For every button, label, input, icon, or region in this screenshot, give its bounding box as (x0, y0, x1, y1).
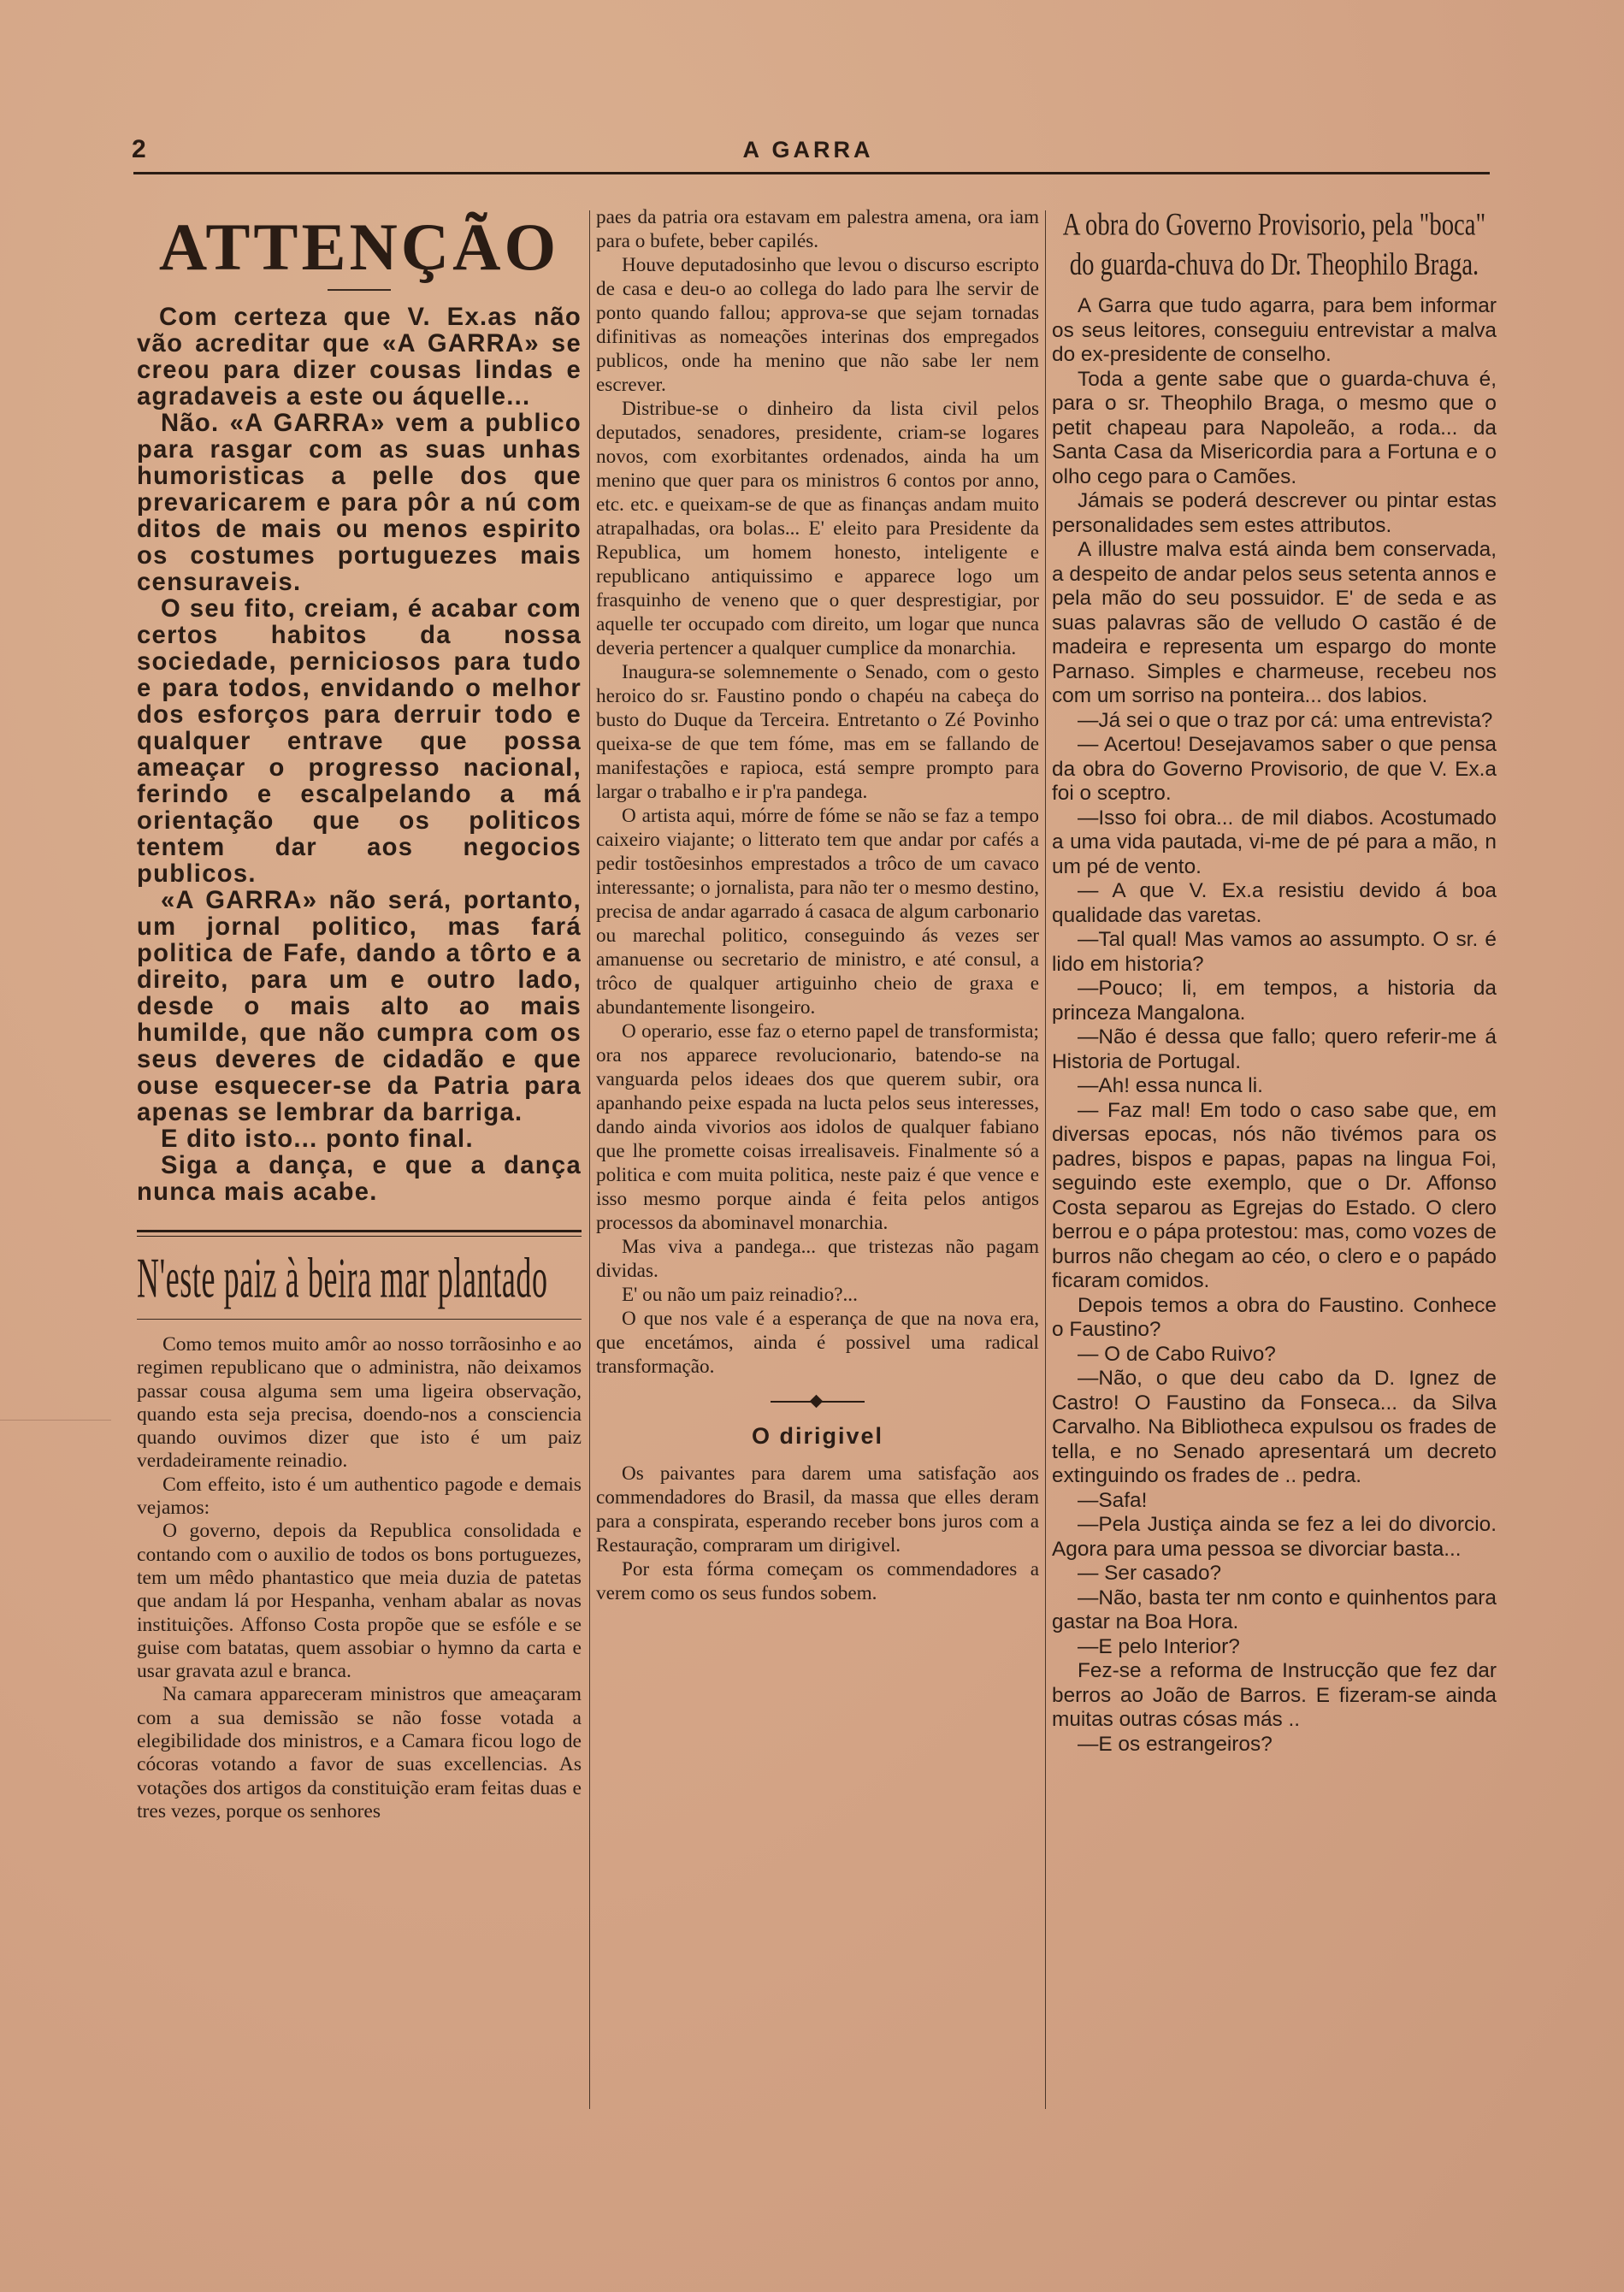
interview-paragraph: —Pela Justiça ainda se fez a lei do divorcio. Agora para uma pessoa se divorciar basta... (1052, 1513, 1497, 1561)
interview-paragraph: — Ser casado? (1078, 1562, 1222, 1585)
article-paragraph: O que nos vale é a esperança de que na nova era, que encetámos, ainda é possivel uma radical transformação. (596, 1308, 1039, 1378)
newspaper-name: A GARRA (742, 137, 874, 162)
ornament-separator (771, 1401, 865, 1403)
article-paragraph: Na camara appareceram ministros que ameaçaram com a sua demissão se não fosse votada a elegibilidade dos ministros, e a Camara ficou logo de cócoras votando a favor de suas excellencias. As votações dos artigos da constituição eram feitas duas e tres vezes, porque os senhores (137, 1683, 582, 1822)
title-rule (328, 289, 391, 291)
interview-paragraph: Toda a gente sabe que o guarda-chuva é, para o sr. Theophilo Braga, o mesmo que o petit chapeau para Napoleão, a roda... da Santa Casa da Misericordia para a Fortuna e o olho cego para o Camões. (1052, 367, 1497, 488)
notice-paragraph: Siga a dança, e que a dança nunca mais acabe. (137, 1152, 582, 1206)
interview-paragraph: — O de Cabo Ruivo? (1078, 1342, 1276, 1366)
article-paragraph: Mas viva a pandega... que tristezas não pagam dividas. (596, 1236, 1039, 1282)
interview-paragraph: A Garra que tudo agarra, para bem informar os seus leitores, conseguiu entrevistar a malva do ex-presidente de conselho. (1052, 294, 1497, 366)
masthead (128, 135, 1488, 171)
interview-paragraph: — A que V. Ex.a resistiu devido á boa qualidade das varetas. (1052, 879, 1497, 927)
article-paragraph: O governo, depois da Republica consolidada e contando com o auxilio de todos os bons portuguezes, tem um mêdo phantastico que meia duzia de patetas que andam lá por Hespanha, venham abalar as novas instituições. Affonso Costa propõe que se esfóle e se guise com batatas, quem assobiar o hymno da carta e usar gravata azul e branca. (137, 1520, 582, 1683)
header-rule (133, 172, 1490, 174)
article-paragraph: O operario, esse faz o eterno papel de transformista; ora nos apparece revolucionario, batendo-se na vanguarda pelos ideaes dos que querem subir, ora apanhando peixe espada na lucta pelos seus interesses, dando ainda vivorios aos idolos de qualquer fabiano que lhe promette coisas irrealisaveis. Finalmente só a politica e com muita politica, neste paiz é que vence e isso mesmo porque ainda é feita pelos antigos processos da abominavel monarchia. (596, 1020, 1039, 1234)
interview-paragraph: Jámais se poderá descrever ou pintar estas personalidades sem estes attributos. (1052, 489, 1497, 537)
interview-paragraph: — Faz mal! Em todo o caso sabe que, em diversas epocas, nós não tivémos para os padres, bispos e papas, papas na lingua Foi, seguindo este exemplo, que o Dr. Affonso Costa separou as Egrejas do Estado. O clero berrou e o pápa protestou: mas, como vozes de burros não chegam ao céo, o clero e o papádo ficaram comidos. (1052, 1098, 1497, 1292)
interview-paragraph: —Isso foi obra... de mil diabos. Acostumado a uma vida pautada, vi-me de pé para a mão, n um pé de vento. (1052, 806, 1497, 878)
interview-paragraph: —Tal qual! Mas vamos ao assumpto. O sr. é lido em historia? (1052, 928, 1497, 976)
page-number: 2 (132, 135, 146, 163)
interview-paragraph: —Safa! (1078, 1488, 1148, 1512)
article-paragraph: Como temos muito amôr ao nosso torrãosinho e ao regimen republicano que o administra, não deixamos passar cousa alguma sem uma ligeira observação, quando esta seja precisa, doendo-nos a consciencia quando ouvimos dizer que isto é um paiz verdadeiramente reinadio. (137, 1333, 582, 1473)
article-paragraph: paes da patria ora estavam em palestra amena, ora iam para o bufete, beber capilés. (596, 206, 1039, 252)
notice-paragraph: Com certeza que V. Ex.as não vão acreditar que «A GARRA» se creou para dizer cousas lindas e agradaveis a este ou áquelle... (137, 304, 582, 411)
article-title-line: A obra do Governo Provisorio, pela "boca" (1062, 207, 1486, 243)
column-2 (596, 205, 1039, 1605)
interview-paragraph: A illustre malva está ainda bem conservada, a despeito de andar pelos seus setenta annos e pela mão do seu possuidor. E' de seda e as suas palavras são de velludo O castão é de madeira e representa um espargo do monte Parnaso. Simples e charmeuse, recebeu nos com um sorriso na ponteira... dos labios. (1052, 538, 1497, 707)
column-divider-2 (1045, 210, 1046, 2109)
column-1 (137, 205, 582, 1823)
column-3 (1052, 205, 1497, 1757)
interview-paragraph: —Pouco; li, em tempos, a historia da princeza Mangalona. (1052, 977, 1497, 1025)
interview-paragraph: —E pelo Interior? (1078, 1634, 1240, 1658)
notice-paragraph: E dito isto... ponto final. (161, 1125, 474, 1153)
interview-paragraph: Fez-se a reforma de Instrucção que fez dar berros ao João de Barros. E fizeram-se ainda muitas outras cósas más .. (1052, 1659, 1497, 1731)
interview-paragraph: — Acertou! Desejavamos saber o que pensa da obra do Governo Provisorio, de que V. Ex.a foi o sceptro. (1052, 733, 1497, 805)
article-paragraph: Inaugura-se solemnemente o Senado, com o gesto heroico do sr. Faustino pondo o chapéu na cabeça do busto do Duque da Terceira. Entretanto o Zé Povinho queixa-se de que tem fóme, mas em se fallando de manifestações e rapioca, está sempre prompto para largar o trabalho e ir p'ra pandega. (596, 661, 1039, 803)
article-paragraph: O artista aqui, mórre de fóme se não se faz a tempo caixeiro viajante; o litterato tem que andar por cafés a pedir tostõesinhos emprestados a trôco de um cavaco interessante; o jornalista, para não ter o mesmo destino, precisa de andar agarrado á casaca de algum carbonario ou marechal politico, conseguindo ás vezes ser amanuense ou secretario de ministro, e até consul, a trôco de qualquer artiguinho cheio de graxa e abundantemente lisongeiro. (596, 805, 1039, 1019)
interview-paragraph: —Não é dessa que fallo; quero referir-me á Historia de Portugal. (1052, 1025, 1497, 1073)
notice-paragraph: «A GARRA» não será, portanto, um jornal politico, mas fará politica de Fafe, dando a tôrto e a direito, para um e outro lado, desde o mais alto ao mais humilde, que não cumpra com os seus deveres de cidadão e que ouse esquecer-se da Patria para apenas se lembrar da barriga. (137, 887, 582, 1126)
interview-paragraph: —Já sei o que o traz por cá: uma entrevista? (1078, 708, 1493, 732)
notice-paragraph: Não. «A GARRA» vem a publico para rasgar com as suas unhas humoristicas a pelle dos que prevaricarem e para pôr a nú com ditos de mais ou menos espirito os costumes portuguezes mais censuraveis. (137, 410, 582, 596)
title-underline (137, 1319, 582, 1320)
article-paragraph: E' ou não um paiz reinadio?... (622, 1284, 858, 1306)
article-paragraph: Por esta fórma começam os commendadores a verem como os seus fundos sobem. (596, 1558, 1039, 1604)
article-paragraph: Distribue-se o dinheiro da lista civil pelos deputados, senadores, presidente, criam-se logares novos, com exorbitantes ordenados, ainda ha um menino que quer para os ministros 6 contos por anno, etc. etc. e queixam-se de que as finanças andam muito atrapalhadas, ora bolas... E' eleito para Presidente da Republica, um homem honesto, inteligente e republicano antiquissimo e apparece logo um frasquinho de veneno que o quer desprestigiar, por aquelle ter occupado com direito, um logar que nunca deveria pertencer a qualquer cumplice da monarchia. (596, 398, 1039, 659)
interview-paragraph: —Não, basta ter nm conto e quinhentos para gastar na Boa Hora. (1052, 1586, 1497, 1633)
interview-paragraph: Depois temos a obra do Faustino. Conhece o Faustino? (1052, 1293, 1497, 1341)
article-title-dirigivel: O dirigivel (751, 1423, 884, 1449)
interview-paragraph: —E os estrangeiros? (1078, 1732, 1273, 1756)
article-paragraph: Com effeito, isto é um authentico pagode e demais vejamos: (137, 1473, 582, 1520)
interview-paragraph: —Ah! essa nunca li. (1078, 1074, 1263, 1097)
paper-fold (0, 1420, 111, 1421)
interview-body (1052, 294, 1497, 1757)
article-title-line: do guarda-chuva do Dr. Theophilo Braga. (1069, 246, 1479, 282)
section-rule (137, 1230, 582, 1237)
article-title-governo (1057, 205, 1491, 284)
article-paragraph: Houve deputadosinho que levou o discurso escripto de casa e deu-o ao collega do lado para lhe servir de ponto quando fallou; approva-se que sejam tornadas difinitivas as nomeações interinas dos empregados publicos, onde ha menino que não sabe ler nem escrever. (596, 254, 1039, 396)
notice-paragraph: O seu fito, creiam, é acabar com certos habitos da nossa sociedade, perniciosos para tudo e para todos, envidando o melhor dos esforços para derruir todo e qualquer entrave que possa ameaçar o progresso nacional, ferindo e escalpelando a má orientação que os politicos tentem dar aos negocios publicos. (137, 595, 582, 888)
article-paragraph: Os paivantes para darem uma satisfação aos commendadores do Brasil, da massa que elles deram para a conspirata, esperando receber bons juros com a Restauração, compraram um dirigivel. (596, 1462, 1039, 1557)
interview-paragraph: —Não, o que deu cabo da D. Ignez de Castro! O Faustino da Fonseca... da Silva Carvalho. Na Bibliotheca expulsou os frades de tella, e no Senado apresentará um decreto extinguindo os frades de .. pedra. (1052, 1367, 1497, 1487)
column-divider-1 (589, 210, 590, 2109)
article-title-attencao: ATTENÇÃO (158, 210, 560, 284)
article-title-paiz: N'este paiz à beira mar plantado (137, 1245, 548, 1310)
